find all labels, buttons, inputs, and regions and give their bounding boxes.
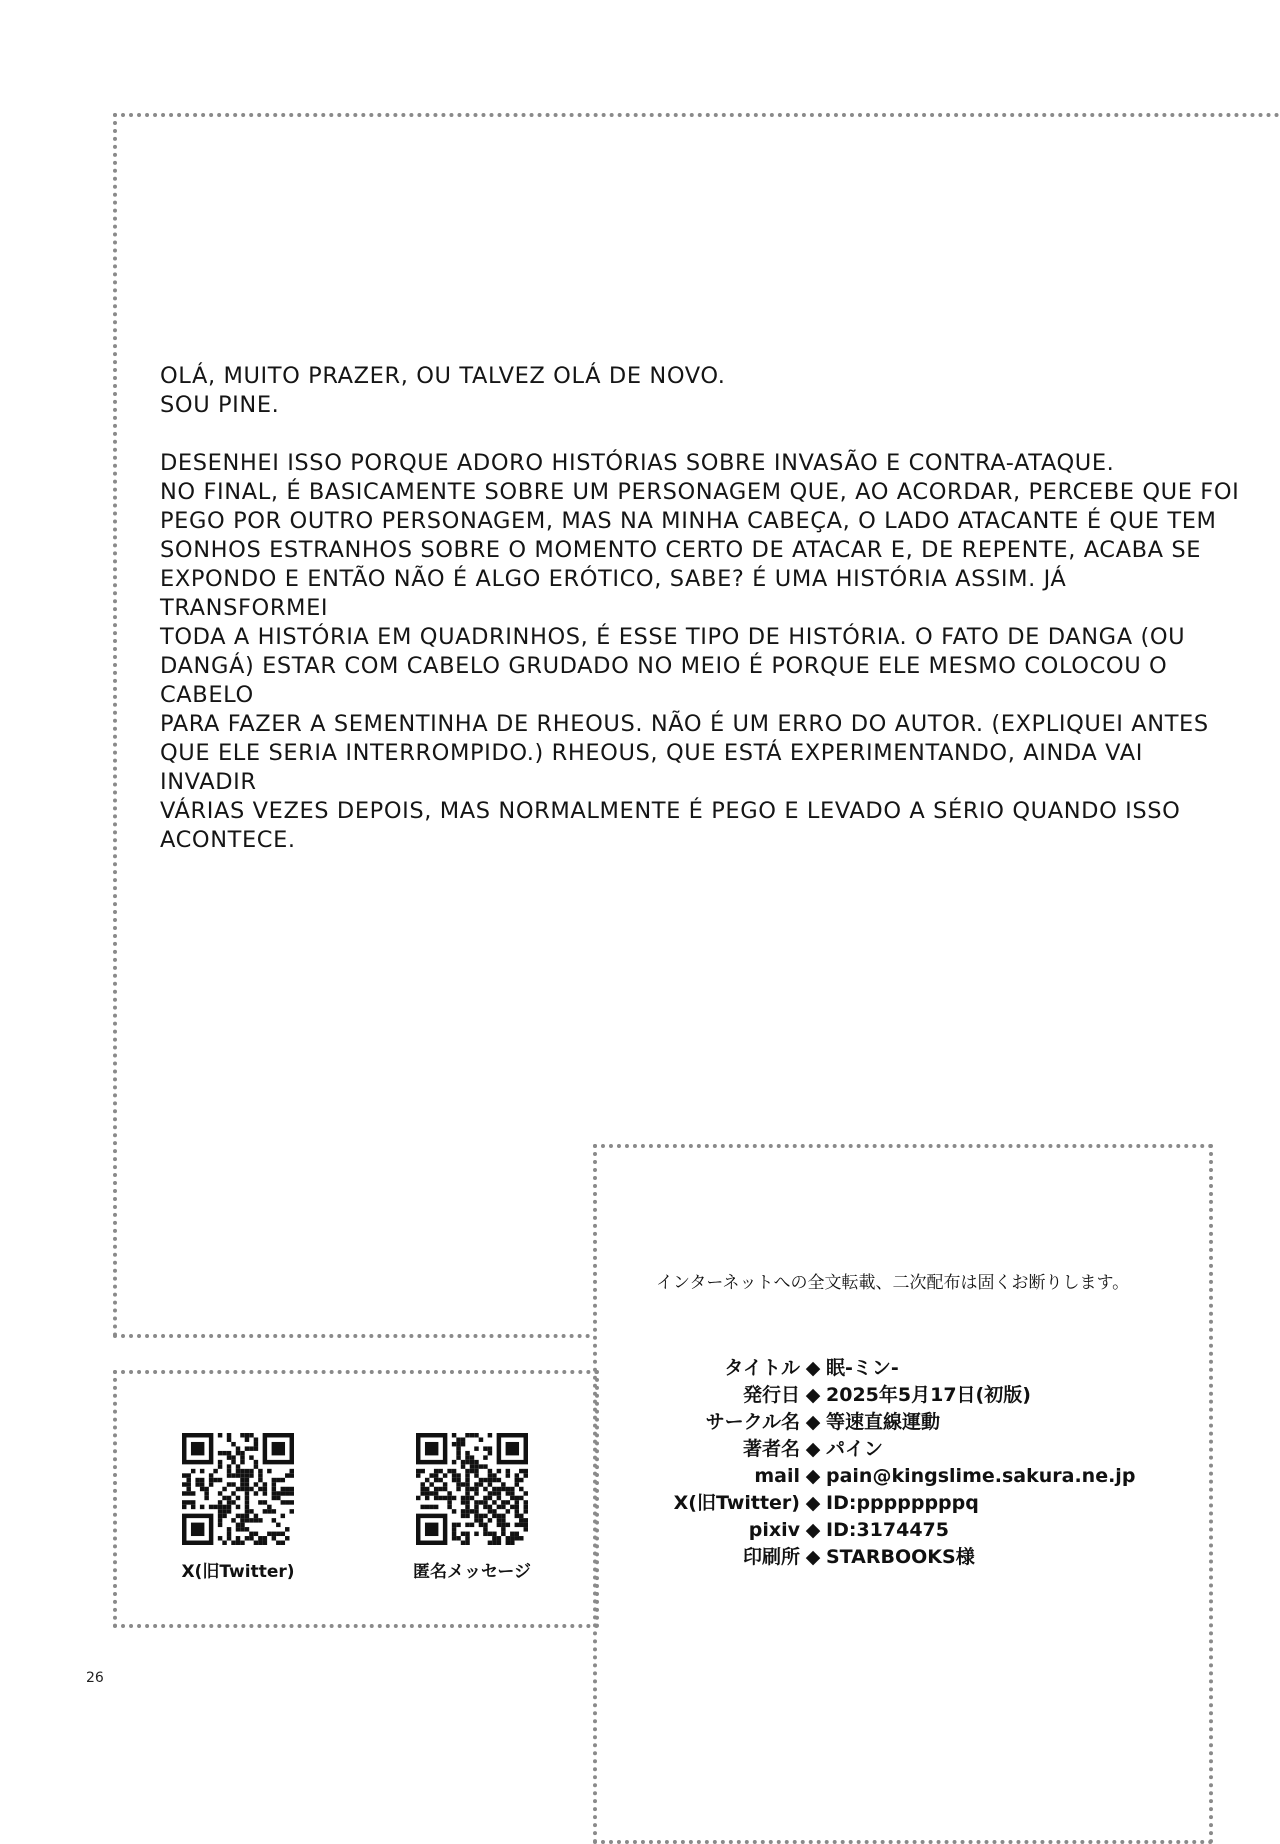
colophon-value: パイン (826, 1438, 884, 1460)
qr-twitter-label: X(旧Twitter) (181, 1562, 295, 1582)
colophon-key: タイトル (724, 1357, 800, 1379)
diamond-bullet-icon: ◆ (805, 1438, 821, 1460)
author-intro-line: SOU PINE. (160, 392, 280, 418)
colophon-key: 印刷所 (742, 1546, 800, 1568)
qr-code-icon[interactable] (182, 1433, 294, 1545)
afterword-line: DESENHEI ISSO PORQUE ADORO HISTÓRIAS SOBRE INVASÃO E CONTRA-ATAQUE. (160, 450, 1115, 476)
redistribution-notice: インターネットへの全文転載、二次配布は固くお断りします。 (656, 1273, 1130, 1293)
colophon-value: 等速直線運動 (826, 1411, 941, 1433)
diamond-bullet-icon: ◆ (805, 1384, 821, 1406)
page-number: 26 (86, 1670, 104, 1686)
colophon-row-mail (640, 1463, 1135, 1490)
colophon-row-twitter (640, 1490, 1135, 1517)
colophon-row-author (640, 1436, 1135, 1463)
afterword-line: DANGÁ) ESTAR COM CABELO GRUDADO NO MEIO É PORQUE ELE MESMO COLOCOU O CABELO (160, 653, 1168, 708)
colophon-row-title (640, 1355, 1135, 1382)
qr-code-icon[interactable] (416, 1433, 528, 1545)
afterword-line: PARA FAZER A SEMENTINHA DE RHEOUS. NÃO É UM ERRO DO AUTOR. (EXPLIQUEI ANTES (160, 711, 1209, 737)
colophon-row-circle (640, 1409, 1135, 1436)
diamond-bullet-icon: ◆ (805, 1492, 821, 1514)
colophon-row-pixiv (640, 1517, 1135, 1544)
colophon-value: 2025年5月17日(初版) (826, 1384, 1031, 1406)
colophon-key: pixiv (748, 1519, 800, 1541)
colophon-value: ID:3174475 (826, 1519, 949, 1541)
diamond-bullet-icon: ◆ (805, 1411, 821, 1433)
qr-message-label: 匿名メッセージ (413, 1562, 531, 1582)
diamond-bullet-icon: ◆ (805, 1465, 821, 1487)
paragraph-gap (160, 420, 1240, 449)
greeting-line: OLÁ, MUITO PRAZER, OU TALVEZ OLÁ DE NOVO. (160, 363, 726, 389)
colophon-row-date (640, 1382, 1135, 1409)
colophon-row-printer (640, 1544, 1135, 1571)
afterword-line: QUE ELE SERIA INTERROMPIDO.) RHEOUS, QUE ESTÁ EXPERIMENTANDO, AINDA VAI INVADIR (160, 740, 1143, 795)
colophon-key: X(旧Twitter) (673, 1492, 800, 1514)
afterword-line: VÁRIAS VEZES DEPOIS, MAS NORMALMENTE É PEGO E LEVADO A SÉRIO QUANDO ISSO (160, 798, 1181, 824)
afterword-text (160, 362, 1240, 855)
colophon-mail-link[interactable]: pain@kingslime.sakura.ne.jp (826, 1465, 1136, 1487)
diamond-bullet-icon: ◆ (805, 1519, 821, 1541)
afterword-line: TODA A HISTÓRIA EM QUADRINHOS, É ESSE TIPO DE HISTÓRIA. O FATO DE DANGA (OU (160, 624, 1186, 650)
qr-twitter-block (168, 1433, 308, 1582)
afterword-line: PEGO POR OUTRO PERSONAGEM, MAS NA MINHA CABEÇA, O LADO ATACANTE É QUE TEM (160, 508, 1217, 534)
colophon-value: 眠-ミン- (826, 1357, 899, 1379)
colophon-value: STARBOOKS様 (826, 1546, 975, 1568)
qr-message-block (392, 1433, 552, 1582)
colophon-key: 著者名 (742, 1438, 800, 1460)
afterword-line: SONHOS ESTRANHOS SOBRE O MOMENTO CERTO DE ATACAR E, DE REPENTE, ACABA SE (160, 537, 1202, 563)
diamond-bullet-icon: ◆ (805, 1546, 821, 1568)
colophon-key: 発行日 (742, 1384, 800, 1406)
colophon-key: mail (754, 1465, 800, 1487)
colophon (640, 1355, 1135, 1571)
afterword-line: NO FINAL, É BASICAMENTE SOBRE UM PERSONAGEM QUE, AO ACORDAR, PERCEBE QUE FOI (160, 479, 1240, 505)
diamond-bullet-icon: ◆ (805, 1357, 821, 1379)
afterword-line: EXPONDO E ENTÃO NÃO É ALGO ERÓTICO, SABE? É UMA HISTÓRIA ASSIM. JÁ TRANSFORMEI (160, 566, 1067, 621)
afterword-line: ACONTECE. (160, 827, 296, 853)
colophon-key: サークル名 (705, 1411, 800, 1433)
colophon-value: ID:ppppppppq (826, 1492, 979, 1514)
